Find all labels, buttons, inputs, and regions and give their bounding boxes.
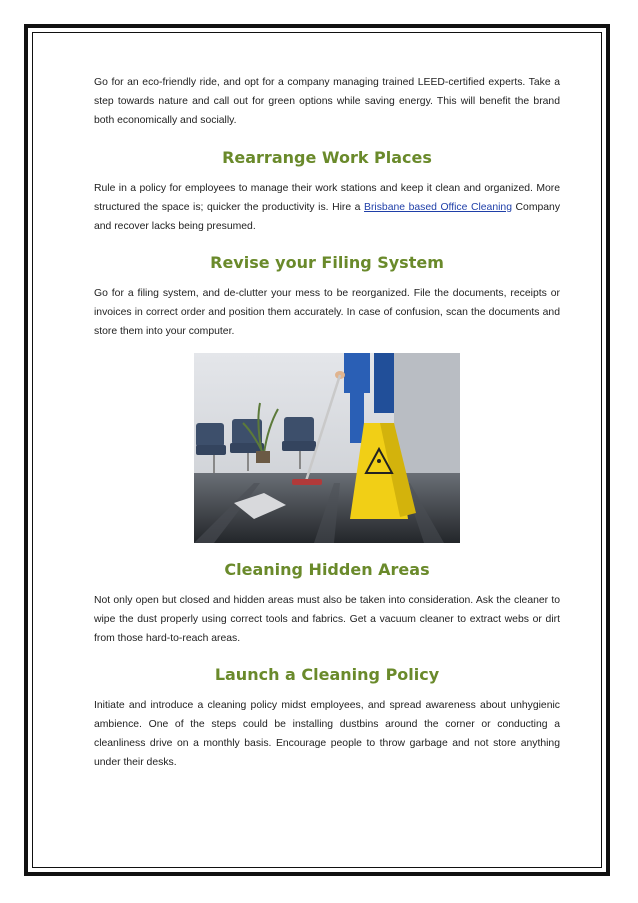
paragraph-cleaning-hidden-areas: Not only open but closed and hidden areas must also be taken into consideration. Ask the cleaner to wipe the dust properly using correct tools and fabrics. Get a vacuum cleaner to extract webs or dirt from those hard-to-reach areas. (94, 595, 560, 644)
paragraph-launch-cleaning-policy: Initiate and introduce a cleaning policy midst employees, and spread awareness about unhygienic ambience. One of the steps could be installing dustbins around the corner or conducting a cleanliness drive on a monthly basis. Encourage people to throw garbage and not store anything under their desks. (94, 700, 560, 768)
document-content (94, 73, 560, 772)
heading-launch-cleaning-policy: Launch a Cleaning Policy (214, 665, 440, 684)
office-cleaning-link[interactable]: Brisbane based Office Cleaning (364, 202, 512, 213)
paragraph-rearrange-work-places (94, 179, 560, 236)
heading-rearrange-work-places: Rearrange Work Places (222, 148, 432, 167)
paragraph-text: Rule in a policy for employees to manage their work stations and keep it clean and organized. More structured the space is; quicker the productivity is. Hire a (94, 183, 560, 213)
heading-revise-filing-system: Revise your Filing System (210, 253, 444, 272)
heading-cleaning-hidden-areas: Cleaning Hidden Areas (224, 560, 430, 579)
photo-illustration (194, 353, 460, 543)
paragraph-text: Company and recover lacks being presumed. (94, 202, 561, 232)
paragraph-revise-filing-system: Go for a filing system, and de-clutter your mess to be reorganized. File the documents, receipts or invoices in correct order and position them accurately. In case of confusion, scan the documents and store them into your computer. (94, 288, 560, 337)
wet-floor-sign-photo (194, 353, 460, 543)
intro-paragraph: Go for an eco-friendly ride, and opt for a company managing trained LEED-certified experts. Take a step towards nature and call out for green options while saving energy. This will benefit the brand both economically and socially. (94, 77, 560, 126)
